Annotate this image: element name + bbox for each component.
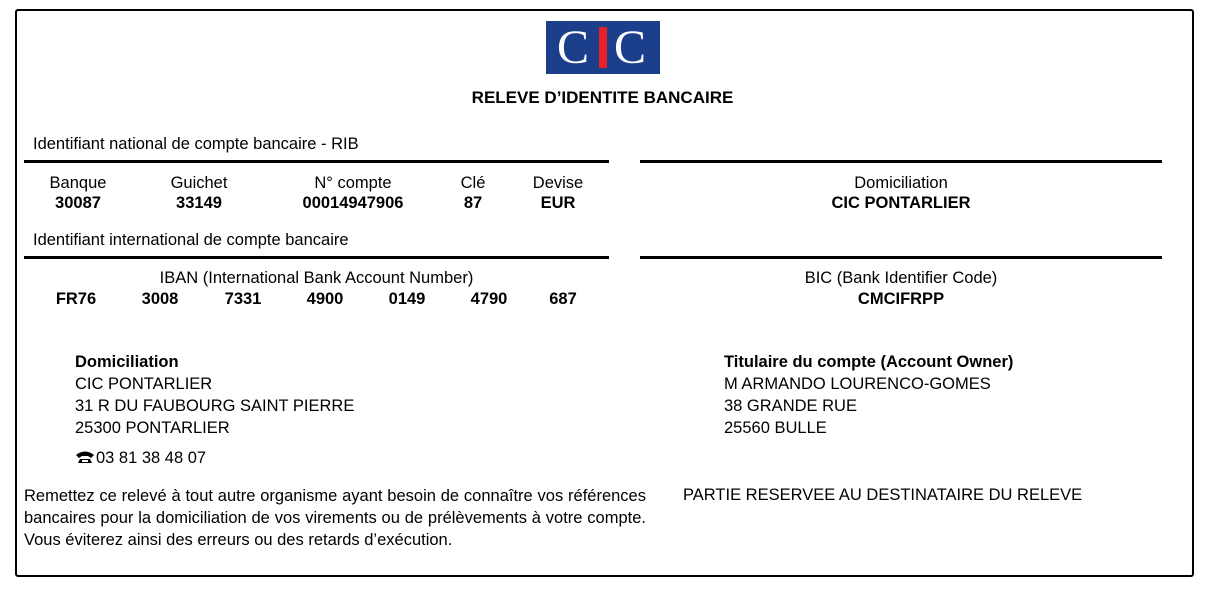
bank-address-title: Domiciliation [75, 353, 179, 371]
logo-letter-right: C [614, 21, 647, 74]
iban-group: 3008 [141, 290, 179, 308]
rib-column-label: Clé [460, 174, 486, 192]
account-owner [724, 351, 1013, 439]
rib-column-label: N° compte [314, 174, 392, 192]
iban-group: 687 [549, 290, 577, 308]
rib-heading: Identifiant national de compte bancaire - RIB [33, 135, 359, 153]
rib-column-label: Banque [49, 174, 107, 192]
cic-logo [546, 21, 660, 74]
rib-column-account-number [278, 173, 428, 213]
rib-column-key [448, 173, 498, 213]
bank-address [75, 351, 354, 469]
rib-column-value: 00014947906 [302, 194, 404, 212]
bank-address-line: CIC PONTARLIER [75, 375, 213, 393]
iban-divider [24, 256, 609, 259]
domiciliation-label: Domiciliation [854, 174, 948, 192]
reserved-area-label: PARTIE RESERVEE AU DESTINATAIRE DU RELEVE [683, 486, 1083, 504]
bank-address-line: 25300 PONTARLIER [75, 419, 230, 437]
account-owner-line: 25560 BULLE [724, 419, 827, 437]
account-owner-title: Titulaire du compte (Account Owner) [724, 353, 1014, 371]
iban-heading: Identifiant international de compte bancaire [33, 231, 349, 249]
usage-notice: Remettez ce relevé à tout autre organisme ayant besoin de connaître vos références bancaires pour la domiciliation de vos virements ou de prélèvements à votre compte. Vous éviterez ainsi des erreurs ou des retards d’exécution. [24, 487, 646, 549]
domiciliation-value: CIC PONTARLIER [831, 194, 971, 212]
rib-column-currency [521, 173, 595, 213]
iban-group: FR76 [55, 290, 97, 308]
iban-label: IBAN (International Bank Account Number) [159, 269, 474, 287]
iban-group: 0149 [388, 290, 426, 308]
rib-column-value: 33149 [176, 194, 222, 212]
rib-column-label: Devise [532, 174, 584, 192]
account-owner-line: M ARMANDO LOURENCO-GOMES [724, 375, 991, 393]
rib-column-branch [152, 173, 246, 213]
iban-group: 4900 [306, 290, 344, 308]
bic-value: CMCIFRPP [857, 290, 945, 308]
bank-address-line: 31 R DU FAUBOURG SAINT PIERRE [75, 397, 355, 415]
rib-column-value: 30087 [55, 194, 101, 212]
account-owner-line: 38 GRANDE RUE [724, 397, 857, 415]
bic-divider [640, 256, 1162, 259]
logo-red-bar [599, 27, 607, 68]
bank-phone [75, 447, 354, 469]
iban-group: 4790 [470, 290, 508, 308]
bic-label: BIC (Bank Identifier Code) [804, 269, 998, 287]
rib-column-bank [37, 173, 119, 213]
rib-column-value: 87 [463, 194, 483, 212]
domiciliation-divider [640, 160, 1162, 163]
logo-letter-left: C [557, 21, 590, 74]
document-title: RELEVE D’IDENTITE BANCAIRE [471, 88, 734, 107]
iban-group: 7331 [224, 290, 262, 308]
rib-column-value: EUR [540, 194, 576, 212]
rib-column-label: Guichet [170, 174, 228, 192]
telephone-icon [75, 450, 95, 464]
bic-box [640, 268, 1162, 309]
rib-divider [24, 160, 609, 163]
bank-phone-number: 03 81 38 48 07 [96, 449, 207, 467]
domiciliation-box [640, 173, 1162, 213]
